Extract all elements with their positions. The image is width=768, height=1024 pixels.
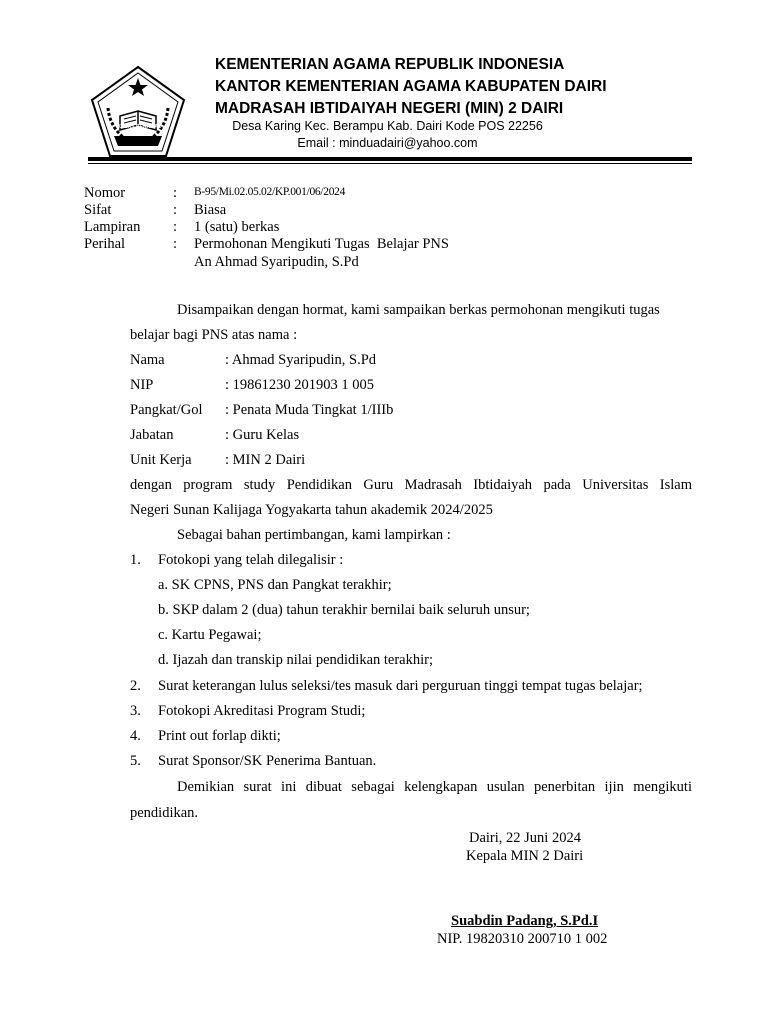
meta-value-perihal-line-2: An Ahmad Syaripudin, S.Pd <box>194 254 359 270</box>
signature-nip: NIP. 19820310 200710 1 002 <box>437 931 608 947</box>
meta-value-nomor: B-95/Mi.02.05.02/KP.001/06/2024 <box>194 186 346 198</box>
signature-place-date: Dairi, 22 Juni 2024 <box>469 830 581 846</box>
signature-position: Kepala MIN 2 Dairi <box>466 848 584 864</box>
sub-item-c: c. Kartu Pegawai; <box>158 627 262 643</box>
identity-value-nip: : 19861230 201903 1 005 <box>225 377 375 393</box>
signature-name: Suabdin Padang, S.Pd.I <box>451 913 599 929</box>
letterhead-rule-thin <box>88 163 692 164</box>
meta-colon: : <box>173 219 178 235</box>
identity-value-jabatan: : Guru Kelas <box>225 427 300 443</box>
letterhead-address: Desa Karing Kec. Berampu Kab. Dairi Kode POS 22256 <box>232 119 543 133</box>
letterhead-line-2: KANTOR KEMENTERIAN AGAMA KABUPATEN DAIRI <box>215 78 607 95</box>
identity-label-jabatan: Jabatan <box>130 427 174 443</box>
list-item-2: Surat keterangan lulus seleksi/tes masuk dari perguruan tinggi tempat tugas belajar; <box>158 678 643 694</box>
program-line-2: Negeri Sunan Kalijaga Yogyakarta tahun akademik 2024/2025 <box>130 502 493 518</box>
sub-item-b: b. SKP dalam 2 (dua) tahun terakhir bernilai baik seluruh unsur; <box>158 602 530 618</box>
list-number: 5. <box>130 753 141 769</box>
program-line-1: dengan program study Pendidikan Guru Madrasah Ibtidaiyah pada Universitas Islam <box>130 477 692 493</box>
closing-line-1: Demikian surat ini dibuat sebagai kelengkapan usulan penerbitan ijin mengikuti <box>177 779 692 795</box>
identity-value-unit: : MIN 2 Dairi <box>225 452 306 468</box>
identity-value-nama: : Ahmad Syaripudin, S.Pd <box>225 352 377 368</box>
list-number: 2. <box>130 678 141 694</box>
letterhead-email: Email : minduadairi@yahoo.com <box>297 136 478 150</box>
meta-label-perihal: Perihal <box>84 236 126 252</box>
identity-label-pangkat: Pangkat/Gol <box>130 402 203 418</box>
intro-line-2: belajar bagi PNS atas nama : <box>130 327 298 343</box>
meta-label-sifat: Sifat <box>84 202 112 218</box>
identity-label-unit: Unit Kerja <box>130 452 192 468</box>
ministry-logo <box>88 64 188 160</box>
identity-label-nip: NIP <box>130 377 154 393</box>
sub-item-d: d. Ijazah dan transkip nilai pendidikan terakhir; <box>158 652 434 668</box>
list-item-3: Fotokopi Akreditasi Program Studi; <box>158 703 366 719</box>
logo-motto: IKHLAS BERAMAL <box>116 124 161 130</box>
list-item-4: Print out forlap dikti; <box>158 728 281 744</box>
closing-line-2: pendidikan. <box>130 805 199 821</box>
meta-colon: : <box>173 236 178 252</box>
list-number: 4. <box>130 728 141 744</box>
sub-item-a: a. SK CPNS, PNS dan Pangkat terakhir; <box>158 577 392 593</box>
list-item-1: Fotokopi yang telah dilegalisir : <box>158 552 344 568</box>
list-item-5: Surat Sponsor/SK Penerima Bantuan. <box>158 753 377 769</box>
meta-value-sifat: Biasa <box>194 202 227 218</box>
attachment-intro: Sebagai bahan pertimbangan, kami lampirkan : <box>177 527 451 543</box>
meta-value-perihal: Permohonan Mengikuti Tugas Belajar PNS <box>194 236 449 252</box>
letterhead-line-3: MADRASAH IBTIDAIYAH NEGERI (MIN) 2 DAIRI <box>215 100 564 117</box>
list-number: 1. <box>130 552 141 568</box>
meta-colon: : <box>173 202 178 218</box>
meta-label-lampiran: Lampiran <box>84 219 141 235</box>
letterhead-line-1: KEMENTERIAN AGAMA REPUBLIK INDONESIA <box>215 56 565 73</box>
meta-label-nomor: Nomor <box>84 185 126 201</box>
intro-line-1: Disampaikan dengan hormat, kami sampaikan berkas permohonan mengikuti tugas <box>177 302 660 318</box>
meta-colon: : <box>173 185 178 201</box>
identity-label-nama: Nama <box>130 352 165 368</box>
identity-value-pangkat: : Penata Muda Tingkat 1/IIIb <box>225 402 394 418</box>
list-number: 3. <box>130 703 141 719</box>
letterhead-rule-thick <box>88 157 692 161</box>
meta-value-lampiran: 1 (satu) berkas <box>194 219 280 235</box>
